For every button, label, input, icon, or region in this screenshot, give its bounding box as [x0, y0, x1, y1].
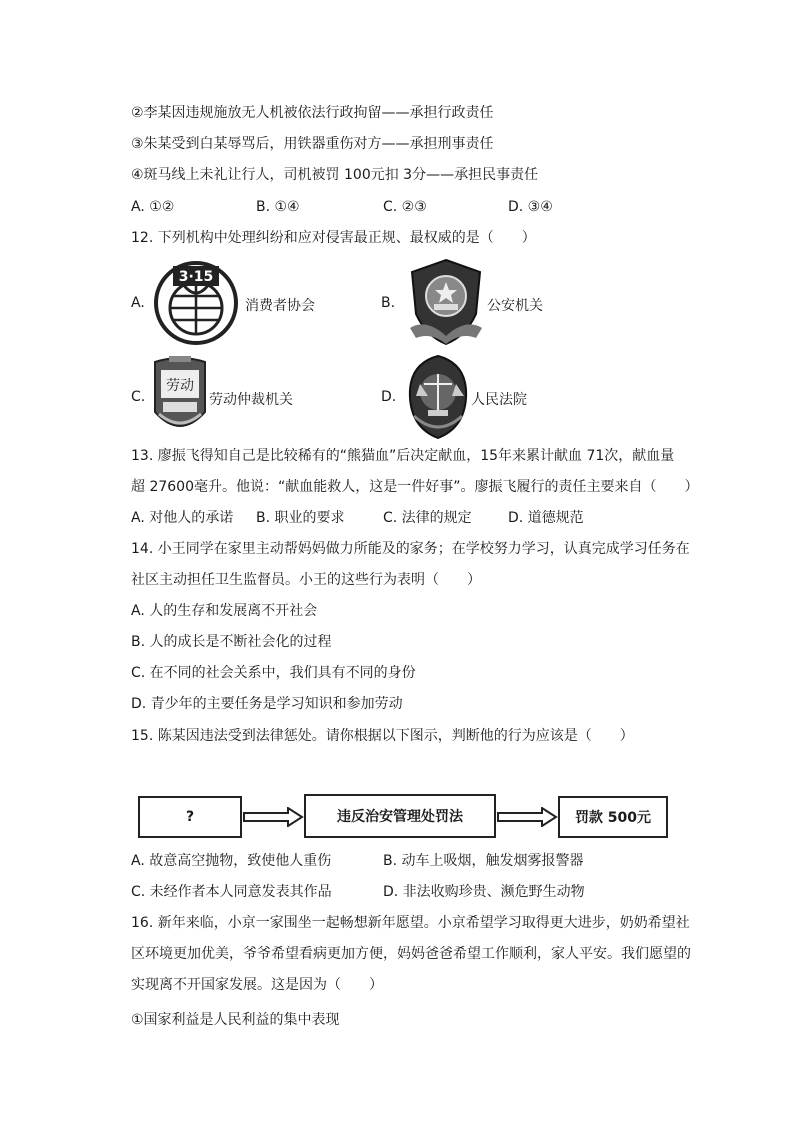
flow-unknown-box: ?	[138, 796, 242, 838]
q11-item-3: ③朱某受到白某辱骂后，用铁器重伤对方——承担刑事责任	[131, 136, 494, 152]
svg-text:3·15: 3·15	[178, 269, 214, 285]
flow-arrow-icon	[496, 807, 558, 827]
flow-law-box: 违反治安管理处罚法	[304, 794, 496, 838]
q13-option-c: C. 法律的规定	[383, 510, 472, 526]
q14-stem-line-1: 14. 小王同学在家里主动帮妈妈做力所能及的家务；在学校努力学习，认真完成学习任务在	[131, 541, 690, 557]
q13-options	[131, 508, 691, 528]
q11-option-a: A. ①②	[131, 199, 175, 215]
q14-option-c: C. 在不同的社会关系中，我们具有不同的身份	[131, 665, 416, 681]
q13-option-d: D. 道德规范	[508, 510, 584, 526]
q13-stem-line-2: 超 27600毫升。他说：“献血能救人，这是一件好事”。廖振飞履行的责任主要来自（ ）	[131, 479, 699, 495]
q13-option-a: A. 对他人的承诺	[131, 510, 234, 526]
q12-option-a-label: 消费者协会	[245, 298, 315, 314]
q15-option-a: A. 故意高空抛物，致使他人重伤	[131, 853, 332, 869]
q12-option-a-letter: A.	[131, 295, 145, 311]
q11-item-4: ④斑马线上未礼让行人，司机被罚 100元扣 3分——承担民事责任	[131, 167, 539, 183]
q13-stem-line-1: 13. 廖振飞得知自己是比较稀有的“熊猫血”后决定献血，15年来累计献血 71次，献血量	[131, 448, 675, 464]
q15-options-row-1	[131, 851, 691, 871]
q12-option-b-label: 公安机关	[487, 298, 543, 314]
q15-options-row-2	[131, 882, 691, 902]
q14-stem-line-2: 社区主动担任卫生监督员。小王的这些行为表明（ ）	[131, 572, 481, 588]
court-emblem-icon	[406, 354, 470, 440]
q12-emblem-row-2	[131, 352, 691, 442]
q12-option-b-letter: B.	[381, 295, 396, 311]
q12-emblem-row-1	[131, 258, 691, 348]
q11-option-d: D. ③④	[508, 199, 553, 215]
q12-option-c-letter: C.	[131, 389, 146, 405]
q14-option-d: D. 青少年的主要任务是学习知识和参加劳动	[131, 696, 403, 712]
q14-option-b: B. 人的成长是不断社会化的过程	[131, 634, 332, 650]
q15-option-d: D. 非法收购珍贵、濒危野生动物	[383, 884, 585, 900]
q15-stem: 15. 陈某因违法受到法律惩处。请你根据以下图示，判断他的行为应该是（ ）	[131, 728, 634, 744]
q16-stem-line-2: 区环境更加优美，爷爷希望看病更加方便，妈妈爸爸希望工作顺利，家人平安。我们愿望的	[131, 946, 691, 962]
q11-option-b: B. ①④	[256, 199, 300, 215]
q13-option-b: B. 职业的要求	[256, 510, 345, 526]
q11-options	[131, 197, 691, 217]
q11-option-c: C. ②③	[383, 199, 427, 215]
q12-option-d-letter: D.	[381, 389, 397, 405]
q12-option-d-label: 人民法院	[471, 392, 527, 408]
q15-option-c: C. 未经作者本人同意发表其作品	[131, 884, 332, 900]
flow-arrow-icon	[242, 807, 304, 827]
labor-arbitration-emblem-icon	[151, 354, 209, 440]
q12-option-c-label: 劳动仲裁机关	[209, 392, 293, 408]
q14-option-a: A. 人的生存和发展离不开社会	[131, 603, 318, 619]
svg-text:劳动: 劳动	[166, 378, 194, 394]
q15-flow-diagram	[138, 796, 668, 838]
q15-option-b: B. 动车上吸烟，触发烟雾报警器	[383, 853, 584, 869]
q16-item-1: ①国家利益是人民利益的集中表现	[131, 1012, 340, 1028]
consumer-association-315-logo-icon	[153, 260, 239, 346]
q16-stem-line-1: 16. 新年来临，小京一家围坐一起畅想新年愿望。小京希望学习取得更大进步，奶奶希望社	[131, 915, 690, 931]
q11-item-2: ②李某因违规施放无人机被依法行政拘留——承担行政责任	[131, 105, 494, 121]
q12-stem: 12. 下列机构中处理纠纷和应对侵害最正规、最权威的是（ ）	[131, 230, 536, 246]
q16-stem-line-3: 实现离不开国家发展。这是因为（ ）	[131, 977, 383, 993]
flow-penalty-box: 罚款 500元	[558, 796, 668, 838]
police-emblem-icon	[406, 258, 486, 346]
